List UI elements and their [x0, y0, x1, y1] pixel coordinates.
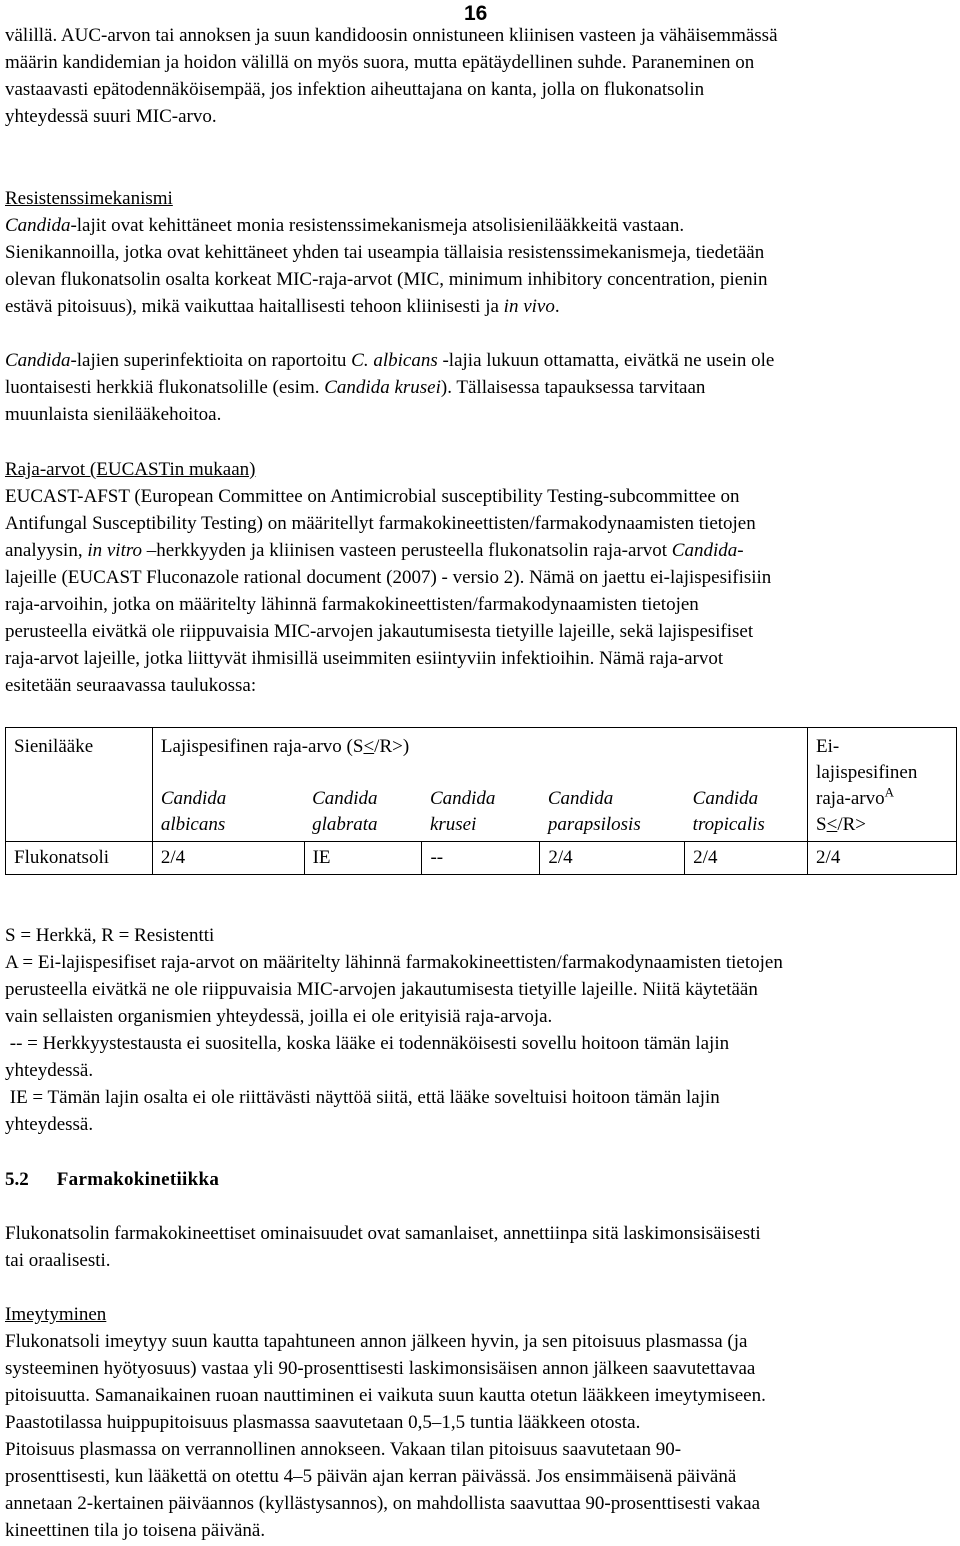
page-number: 16 — [464, 2, 488, 25]
text-line: välillä. AUC-arvon tai annoksen ja suun kandidoosin onnistuneen kliinisen vasteen ja vähäisemmässä — [5, 25, 778, 46]
text-line: raja-arvoihin, jotka on määritelty lähinnä farmakokineettisten/farmakodynaamisten tietojen — [5, 594, 699, 615]
text-line — [5, 293, 957, 320]
text-span: /R> — [837, 814, 867, 835]
text-line: esitetään seuraavassa taulukossa: — [5, 675, 257, 696]
value-glabrata: IE — [304, 842, 422, 875]
text-line: glabrata — [312, 814, 378, 835]
table-header-row — [6, 728, 957, 784]
text-span: Lajispesifinen raja-arvo (S — [160, 736, 364, 757]
text-line: EUCAST-AFST (European Committee on Antimicrobial susceptibility Testing-subcommittee on — [5, 486, 740, 507]
table-row — [6, 842, 957, 875]
text-span: ). Tällaisessa tapauksessa tarvitaan — [440, 377, 706, 398]
text-line: albicans — [160, 814, 226, 835]
text-span: -lajien superinfektioita on raportoitu — [70, 350, 352, 371]
text-line: Paastotilassa huippupitoisuus plasmassa saavutetaan 0,5–1,5 tuntia lääkkeen otosta. — [5, 1412, 641, 1433]
text-line: Candida — [160, 788, 227, 809]
text-line: lajeille (EUCAST Fluconazole rational document (2007) - versio 2). Nämä on jaettu ei-lajispesifisiin — [5, 567, 772, 588]
text-line: Antifungal Susceptibility Testing) on määritellyt farmakokineettisten/farmakodynaamisten tietojen — [5, 513, 756, 534]
text-line: Flukonatsolin farmakokineettiset ominaisuudet ovat samanlaiset, annettiinpa sitä laskimonsisäisesti — [5, 1223, 761, 1244]
text-line: tai oraalisesti. — [5, 1250, 111, 1271]
paragraph-auc — [5, 22, 957, 130]
text-line — [5, 347, 957, 374]
text-span: /R>) — [374, 736, 410, 757]
text-line — [5, 212, 957, 239]
header-species-breakpoint — [152, 728, 807, 784]
value-tropicalis: 2/4 — [685, 842, 808, 875]
text-line: pitoisuutta. Samanaikainen ruoan nauttiminen ei vaikuta suun kautta otetun lääkkeen imeytymiseen. — [5, 1385, 766, 1406]
text-span: raja-arvo — [816, 788, 885, 809]
text-line: perusteella eivätkä ole riippuvaisia MIC-arvojen jakautumisesta tietyille lajeille, sekä lajispesifiset — [5, 621, 754, 642]
footnote-marker: A — [884, 784, 894, 800]
header-drug: Sienilääke — [6, 728, 153, 784]
text-italic: in vivo — [503, 296, 555, 317]
text-span: -lajia lukuun ottamatta, eivätkä ne usein ole — [437, 350, 775, 371]
resistance-heading: Resistenssimekanismi — [5, 188, 173, 209]
text-line: IE = Tämän lajin osalta ei ole riittävästi näyttöä siitä, että lääke soveltuisi hoitoon tämän lajin — [5, 1087, 720, 1108]
text-span: S — [816, 814, 827, 835]
text-line: yhteydessä. — [5, 1060, 94, 1081]
value-krusei: -- — [422, 842, 540, 875]
drug-name: Flukonatsoli — [6, 842, 153, 875]
text-line — [816, 786, 948, 812]
species-name: Candida krusei — [324, 377, 441, 398]
paragraph-pk-intro — [5, 1220, 957, 1274]
text-line — [5, 374, 957, 401]
le-symbol: < — [826, 814, 838, 835]
species-name: C. albicans — [351, 350, 438, 371]
text-line: Sienikannoilla, jotka ovat kehittäneet yhden tai useampia tällaisia resistenssimekanismeja, tiedetään — [5, 242, 765, 263]
text-line: tropicalis — [692, 814, 765, 835]
text-line: Candida — [312, 788, 378, 809]
section-number: 5.2 — [5, 1169, 29, 1190]
text-line: annetaan 2-kertainen päiväannos (kyllästysannos), on mahdollista saavuttaa 90-prosenttisesti vakaa — [5, 1493, 761, 1514]
text-line: yhteydessä suuri MIC-arvo. — [5, 106, 217, 127]
text-line: parapsilosis — [547, 814, 641, 835]
text-line: Candida — [547, 788, 614, 809]
species-tropicalis — [685, 783, 808, 842]
text-line: lajispesifinen — [816, 762, 918, 783]
header-nonspecies-breakpoint — [808, 728, 957, 842]
value-albicans: 2/4 — [152, 842, 304, 875]
text-line: olevan flukonatsolin osalta korkeat MIC-raja-arvot (MIC, minimum inhibitory concentration, pienin — [5, 269, 768, 290]
species-name: Candida — [5, 350, 71, 371]
text-line: perusteella eivätkä ne ole riippuvaisia MIC-arvojen jakautumisesta tietyille lajeille. Niitä käytetään — [5, 979, 758, 1000]
text-line: -- = Herkkyystestausta ei suositella, koska lääke ei todennäköisesti sovellu hoitoon tämän lajin — [5, 1033, 730, 1054]
text-line: systeeminen hyötyosuus) vastaa yli 90-prosenttisesti laskimonsisäisen annon jälkeen saavutettavaa — [5, 1358, 756, 1379]
section-title: Farmakokinetiikka — [56, 1169, 220, 1190]
text-line: S = Herkkä, R = Resistentti — [5, 925, 215, 946]
absorption-heading: Imeytyminen — [5, 1304, 107, 1325]
text-line: Candida — [429, 788, 496, 809]
species-name: Candida — [5, 215, 71, 236]
text-line: krusei — [429, 814, 477, 835]
section-heading — [5, 1166, 219, 1193]
species-krusei — [422, 783, 540, 842]
table-notes — [5, 922, 957, 1138]
species-albicans — [152, 783, 304, 842]
value-parapsilosis: 2/4 — [540, 842, 685, 875]
text-italic: in vitro — [87, 540, 143, 561]
text-span: –herkkyyden ja kliinisen vasteen perusteella flukonatsolin raja-arvot — [142, 540, 672, 561]
text-line: Pitoisuus plasmassa on verrannollinen annokseen. Vakaan tilan pitoisuus saavutetaan 90- — [5, 1439, 682, 1460]
text-span: analyysin, — [5, 540, 88, 561]
le-symbol: < — [363, 736, 375, 757]
text-line — [5, 537, 957, 564]
text-line: muunlaista sienilääkehoitoa. — [5, 404, 222, 425]
breakpoints-heading: Raja-arvot (EUCASTin mukaan) — [5, 459, 256, 480]
species-glabrata — [304, 783, 422, 842]
text-line: A = Ei-lajispesifiset raja-arvot on määritelty lähinnä farmakokineettisten/farmakodynaamisten tietojen — [5, 952, 783, 973]
section-absorption — [5, 1301, 957, 1544]
text-line: Flukonatsoli imeytyy suun kautta tapahtuneen annon jälkeen hyvin, ja sen pitoisuus plasmassa (ja — [5, 1331, 748, 1352]
text-line — [816, 812, 948, 838]
text-line: määrin kandidemian ja hoidon välillä on myös suora, mutta epätäydellinen suhde. Paraneminen on — [5, 52, 755, 73]
text-line: prosenttisesti, kun lääkettä on otettu 4–5 päivän ajan kerran päivässä. Jos ensimmäisenä päivänä — [5, 1466, 737, 1487]
value-nonspecies: 2/4 — [808, 842, 957, 875]
text-line: Ei- — [816, 736, 840, 757]
text-line: raja-arvot lajeille, jotka liittyvät ihmisillä useimmiten esiintyviin infektioihin. Nämä raja-arvot — [5, 648, 724, 669]
text-span: - — [737, 540, 744, 561]
text-span: -lajit ovat kehittäneet monia resistenssimekanismeja atsolisienilääkkeitä vastaan. — [70, 215, 685, 236]
breakpoint-table — [5, 727, 957, 875]
paragraph-superinfection — [5, 347, 957, 428]
text-span: . — [554, 296, 560, 317]
text-line: vastaavasti epätodennäköisempää, jos infektion aiheuttajana on kanta, jolla on flukonatsolin — [5, 79, 705, 100]
text-line: Candida — [692, 788, 759, 809]
text-line: vain sellaisten organismien yhteydessä, joilla ei ole erityisiä raja-arvoja. — [5, 1006, 553, 1027]
text-line: kineettinen tila jo toisena päivänä. — [5, 1520, 266, 1541]
text-span: estävä pitoisuus), mikä vaikuttaa haitallisesti tehoon kliinisesti ja — [5, 296, 504, 317]
text-line: yhteydessä. — [5, 1114, 94, 1135]
section-resistance — [5, 185, 957, 320]
text-span: luontaisesti herkkiä flukonatsolille (esim. — [5, 377, 325, 398]
species-name: Candida — [671, 540, 738, 561]
species-parapsilosis — [540, 783, 685, 842]
section-breakpoints — [5, 456, 957, 699]
empty-cell — [6, 783, 153, 842]
